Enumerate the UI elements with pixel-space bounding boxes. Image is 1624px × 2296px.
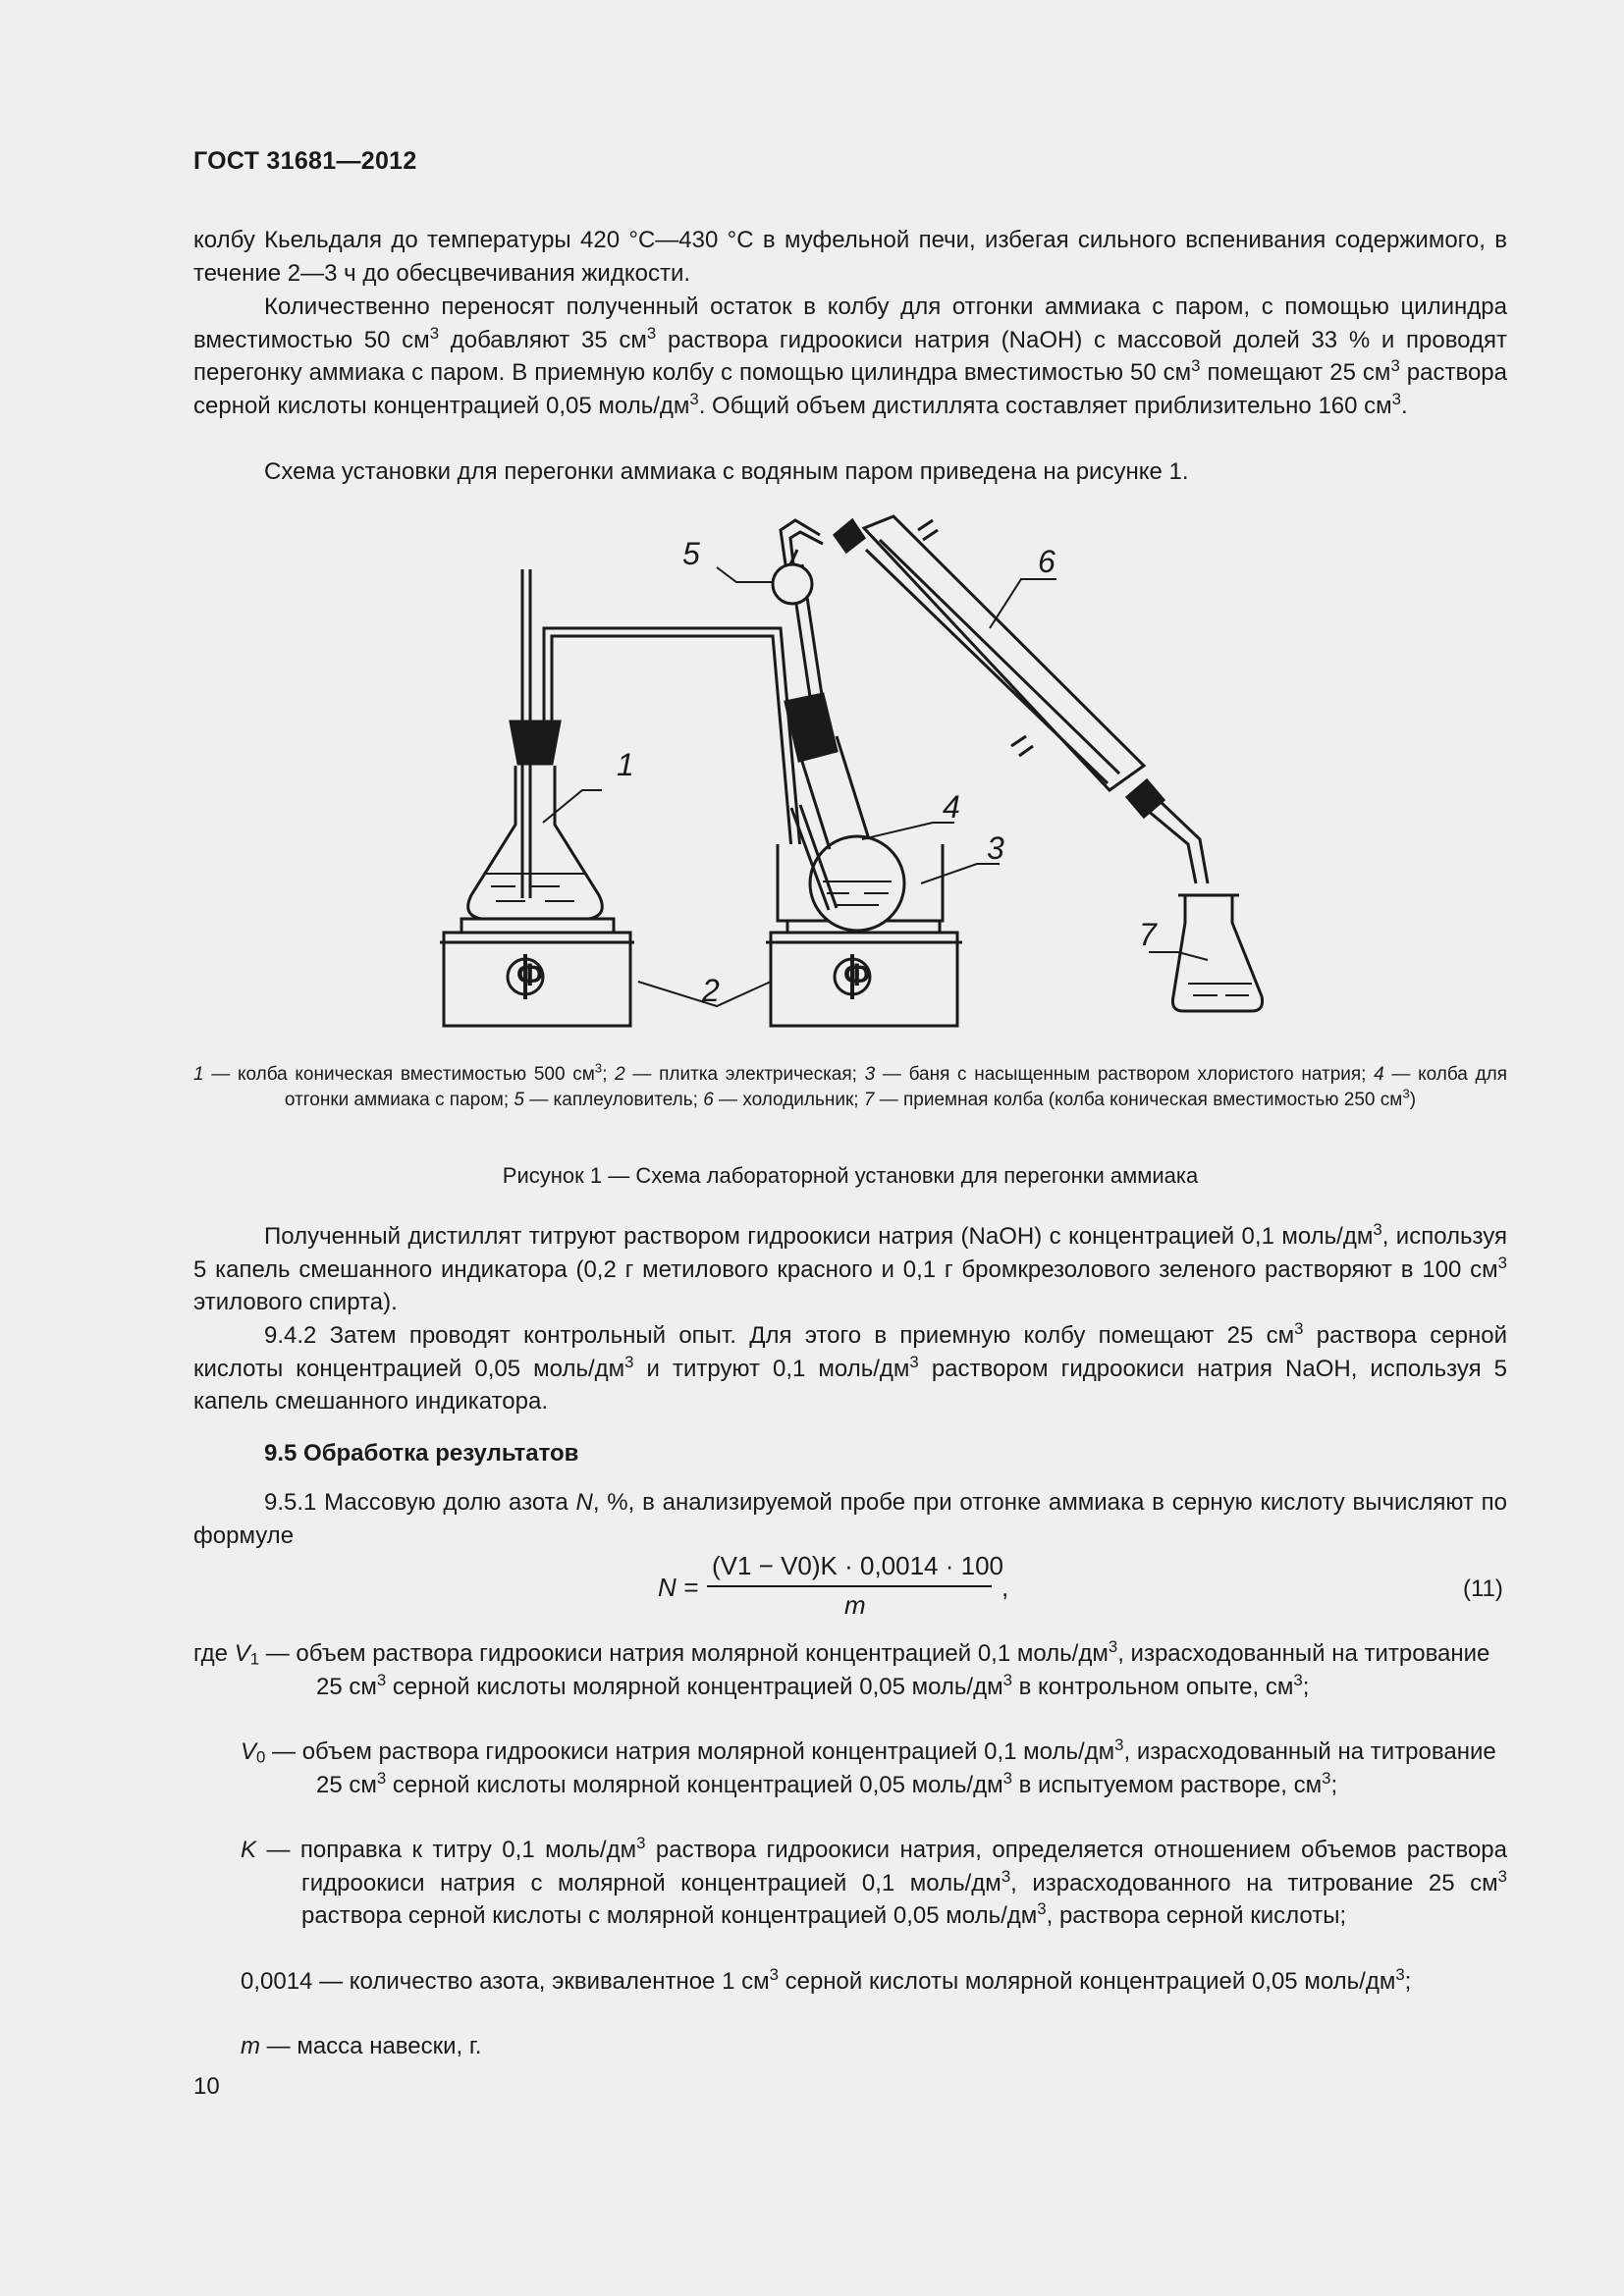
label-4-leader (862, 823, 954, 839)
drop-catcher-5 (773, 520, 823, 604)
label-1: 1 (617, 747, 634, 782)
paragraph-6: 9.5.1 Массовую долю азота N, %, в анализируемой пробе при отгонке аммиака в серную кислоту вычисляют по формуле (193, 1489, 1507, 1549)
label-7: 7 (1139, 917, 1157, 952)
document-header: ГОСТ 31681—2012 (193, 147, 417, 175)
figure-title: Рисунок 1 — Схема лабораторной установки для перегонки аммиака (502, 1163, 1199, 1188)
label-5: 5 (682, 536, 700, 571)
label-5-leader (717, 567, 774, 582)
formula-denominator: m (844, 1590, 866, 1620)
formula-numerator: (V1 − V0)K · 0,0014 · 100 (712, 1551, 1004, 1580)
section-heading: 9.5 Обработка результатов (264, 1440, 579, 1467)
paragraph-4: Полученный дистиллят титруют раствором гидроокиси натрия (NaOH) с концентрацией 0,1 моль/$дм^3$, используя 5 капель смешанного индикатора (0,2 г метилового красного и 0,1 г бромкрезолового зеленого растворяют в 100 $см^3$ этилового спирта). (193, 1219, 1508, 1315)
equation-number: (11) (1463, 1575, 1503, 1602)
label-6: 6 (1038, 544, 1056, 579)
label-3: 3 (987, 830, 1004, 866)
apparatus-diagram (432, 510, 1276, 1060)
label-4: 4 (943, 789, 960, 825)
definition-k: K — поправка к титру 0,1 моль/$дм^3$ раствора гидроокиси натрия, определяется отношением объемов раствора гидроокиси натрия с молярной концентрацией 0,1 моль/$дм^3$, израсходованного на титрование 25 $см^3$ раствора серной кислоты с молярной концентрацией 0,05 моль/$дм^3$, раствора серной кислоты; (241, 1833, 1508, 1929)
heater-symbol-middle: Ф (843, 957, 871, 992)
conical-flask-1 (468, 569, 800, 919)
formula-11: N = (V1 − V0)K · 0,0014 · 100 m , (658, 1551, 1009, 1620)
paragraph-5: 9.4.2 Затем проводят контрольный опыт. Для этого в приемную колбу помещают 25 $см^3$ раствора серной кислоты концентрацией 0,05 моль/$дм^3$ и титруют 0,1 моль/$дм^3$ раствором гидроокиси натрия NaOH, используя 5 капель смешанного индикатора. (193, 1318, 1508, 1415)
definition-constant: 0,0014 — количество азота, эквивалентное 1 $см^3$ серной кислоты молярной концентрацией 0,05 моль/$дм^3$; (241, 1964, 1412, 1995)
heater-symbol-left: Ф (516, 957, 544, 992)
page-number: 10 (193, 2073, 220, 2100)
label-2: 2 (702, 973, 720, 1008)
formula-lhs: N = (658, 1573, 699, 1602)
paragraph-3: Схема установки для перегонки аммиака с водяным паром приведена на рисунке 1. (264, 458, 1189, 485)
figure-legend: 1 — колба коническая вместимостью 500 $см^3$; 2 — плитка электрическая; 3 — баня с насыщенным раствором хлористого натрия; 4 — колба для отгонки аммиака с паром; 5 — каплеуловитель; 6 — холодильник; 7 — приемная колба (колба коническая вместимостью 250 $см^3$) (193, 1060, 1507, 1110)
definition-m: m — масса навески, г. (241, 2033, 482, 2059)
definition-v0: $V_0$ — объем раствора гидроокиси натрия молярной концентрацией 0,1 моль/$дм^3$, израсходованный на титрование 25 $см^3$ серной кислоты молярной концентрацией 0,05 моль/$дм^3$ в испытуемом растворе, $см^3$; (241, 1735, 1496, 1798)
paragraph-2: Количественно переносят полученный остаток в колбу для отгонки аммиака с паром, с помощью цилиндра вместимостью 50 $см^3$ добавляют 35 $см^3$ раствора гидроокиси натрия (NaOH) с массовой долей 33 % и проводят перегонку аммиака с паром. В приемную колбу с помощью цилиндра вместимостью 50 $см^3$ помещают 25 $см^3$ раствора серной кислоты концентрацией 0,05 моль/$дм^3$. Общий объем дистиллята составляет приблизительно 160 $см^3$. (193, 294, 1507, 419)
fraction-bar (707, 1585, 992, 1587)
definition-v1: где $V_1$ — объем раствора гидроокиси натрия молярной концентрацией 0,1 моль/$дм^3$, израсходованный на титрование 25 $см^3$ серной кислоты молярной концентрацией 0,05 моль/$дм^3$ в контрольном опыте, $см^3$; (193, 1636, 1490, 1700)
condenser-6 (835, 510, 1208, 883)
receiving-flask-7 (1172, 895, 1262, 1011)
paragraph-1: колбу Кьельдаля до температуры 420 °С—430 °С в муфельной печи, избегая сильного вспенивания содержимого, в течение 2—3 ч до обесцвечивания жидкости. (193, 227, 1507, 287)
